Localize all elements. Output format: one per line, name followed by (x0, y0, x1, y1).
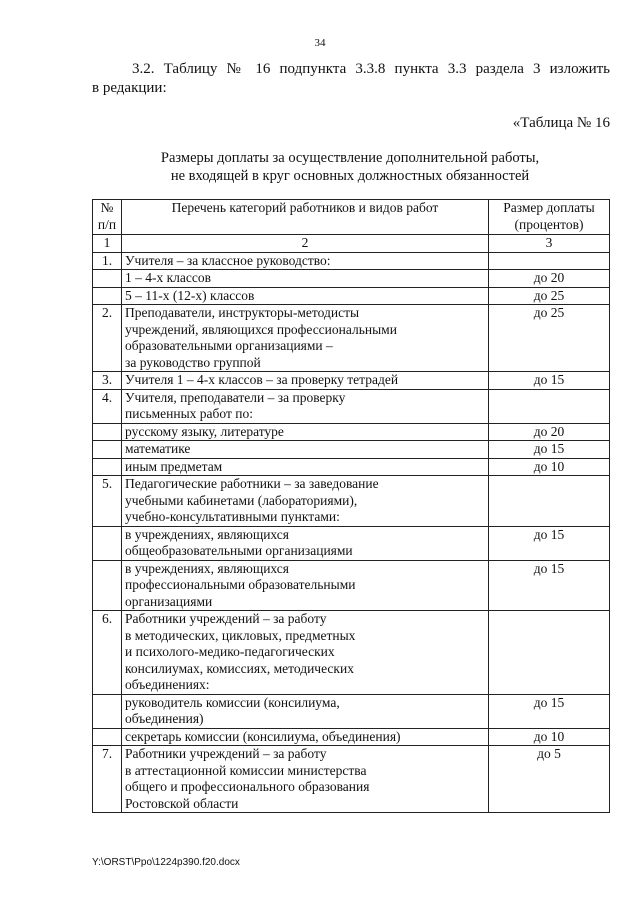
row-percent (489, 476, 610, 527)
category-text-line: учебными кабинетами (лабораториями), (125, 492, 358, 508)
category-text-line: Работники учреждений – за работу (125, 746, 327, 761)
category-text-line: объединения) (125, 711, 204, 726)
row-number (93, 423, 122, 441)
allowance-table (92, 199, 610, 813)
caption-line-2: не входящей в круг основных должностных обязанностей (170, 168, 530, 184)
intro-paragraph (92, 60, 610, 98)
row-percent: до 15 (489, 441, 610, 459)
row-category (122, 270, 489, 288)
row-category (122, 458, 489, 476)
category-text-line: Учителя – за классное руководство: (125, 252, 331, 268)
row-percent: до 10 (489, 728, 610, 746)
category-text-line: Преподаватели, инструкторы-методисты (125, 305, 360, 320)
table-row (93, 270, 610, 288)
category-text-line: Учителя, преподаватели – за проверку (125, 389, 346, 405)
row-category (122, 252, 489, 270)
intro-line-1: 3.2. Таблицу № 16 подпункта 3.3.8 пункта 3.3 раздела 3 изложить (132, 61, 610, 77)
header-percent-line-2: (процентов) (514, 216, 584, 232)
row-number (93, 287, 122, 305)
row-number (93, 526, 122, 560)
table-reference: «Таблица № 16 (512, 115, 610, 131)
header-percent-line-1: Размер доплаты (503, 200, 595, 215)
category-text-line: организациями (125, 593, 213, 609)
table-row (93, 287, 610, 305)
table-row (93, 746, 610, 813)
row-category (122, 372, 489, 390)
category-text-line: Педагогические работники – за заведование (125, 476, 379, 491)
category-text-line: руководитель комиссии (консилиума, (125, 694, 340, 710)
category-text-line: русскому языку, литературе (125, 423, 284, 439)
category-text-line: в аттестационной комиссии министерства (125, 762, 367, 778)
category-text-line: общеобразовательными организациями (125, 543, 353, 558)
table-caption (0, 149, 640, 185)
table-row (93, 728, 610, 746)
category-text-line: письменных работ по: (125, 406, 253, 421)
row-percent: до 25 (489, 287, 610, 305)
row-percent: до 15 (489, 560, 610, 611)
category-text-line: Работники учреждений – за работу (125, 611, 327, 626)
table-row (93, 252, 610, 270)
category-text-line: учреждений, являющихся профессиональными (125, 321, 397, 337)
category-text-line: общего и профессионального образования (125, 779, 370, 794)
category-text-line: 1 – 4-х классов (125, 270, 212, 285)
row-number: 5. (93, 476, 122, 527)
category-text-line: математике (125, 441, 191, 456)
category-text-line: иным предметам (125, 458, 223, 474)
category-text-line: в методических, цикловых, предметных (125, 627, 356, 643)
row-percent: до 10 (489, 458, 610, 476)
header-number-line-1: № (100, 200, 114, 215)
row-number: 2. (93, 305, 122, 372)
category-text-line: в учреждениях, являющихся (125, 526, 289, 542)
table-row (93, 611, 610, 695)
table-row (93, 389, 610, 423)
category-text-line: объединениях: (125, 677, 210, 692)
column-number-row (93, 235, 610, 253)
caption-line-1: Размеры доплаты за осуществление дополнительной работы, (160, 150, 540, 166)
row-percent: до 5 (489, 746, 610, 813)
category-text-line: учебно-консультативными пунктами: (125, 509, 340, 524)
row-percent (489, 252, 610, 270)
row-number (93, 728, 122, 746)
row-percent: до 15 (489, 372, 610, 390)
row-category (122, 476, 489, 527)
row-category (122, 746, 489, 813)
column-number: 2 (122, 235, 489, 253)
table-row (93, 526, 610, 560)
category-text-line: в учреждениях, являющихся (125, 560, 289, 576)
table-row (93, 476, 610, 527)
table-header-row (93, 200, 610, 235)
category-text-line: и психолого-медико-педагогических (125, 644, 335, 659)
row-category (122, 287, 489, 305)
file-path-footer: Y:\ORST\Ppo\1224p390.f20.docx (92, 857, 240, 868)
row-category (122, 389, 489, 423)
row-number: 7. (93, 746, 122, 813)
page-number: 34 (314, 37, 326, 49)
category-text-line: секретарь комиссии (консилиума, объединения) (125, 728, 401, 744)
row-percent: до 25 (489, 305, 610, 372)
column-number: 3 (489, 235, 610, 253)
column-number: 1 (93, 235, 122, 253)
table-row (93, 694, 610, 728)
table-row (93, 441, 610, 459)
category-text-line: консилиумах, комиссиях, методических (125, 660, 354, 676)
header-number (93, 200, 122, 235)
row-number (93, 694, 122, 728)
row-category (122, 423, 489, 441)
row-number: 1. (93, 252, 122, 270)
row-percent (489, 389, 610, 423)
row-percent (489, 611, 610, 695)
row-number (93, 458, 122, 476)
intro-line-2: в редакции: (92, 80, 167, 96)
row-number (93, 270, 122, 288)
header-percent (489, 200, 610, 235)
row-percent: до 20 (489, 270, 610, 288)
row-percent: до 15 (489, 526, 610, 560)
table-row (93, 560, 610, 611)
row-number (93, 560, 122, 611)
row-category (122, 694, 489, 728)
row-category (122, 441, 489, 459)
row-number (93, 441, 122, 459)
table-row (93, 305, 610, 372)
category-text-line: Учителя 1 – 4-х классов – за проверку тетрадей (125, 372, 399, 387)
row-number: 3. (93, 372, 122, 390)
header-number-line-2: п/п (97, 216, 117, 232)
row-category (122, 611, 489, 695)
table-row (93, 372, 610, 390)
row-percent: до 15 (489, 694, 610, 728)
row-category (122, 526, 489, 560)
row-category (122, 560, 489, 611)
category-text-line: Ростовской области (125, 795, 239, 811)
row-number: 4. (93, 389, 122, 423)
header-category: Перечень категорий работников и видов работ (122, 200, 489, 235)
row-number: 6. (93, 611, 122, 695)
category-text-line: профессиональными образовательными (125, 577, 356, 592)
row-category (122, 305, 489, 372)
table-row (93, 423, 610, 441)
category-text-line: 5 – 11-х (12-х) классов (125, 287, 255, 303)
category-text-line: образовательными организациями – (125, 338, 333, 353)
category-text-line: за руководство группой (125, 354, 261, 370)
row-category (122, 728, 489, 746)
table-row (93, 458, 610, 476)
row-percent: до 20 (489, 423, 610, 441)
